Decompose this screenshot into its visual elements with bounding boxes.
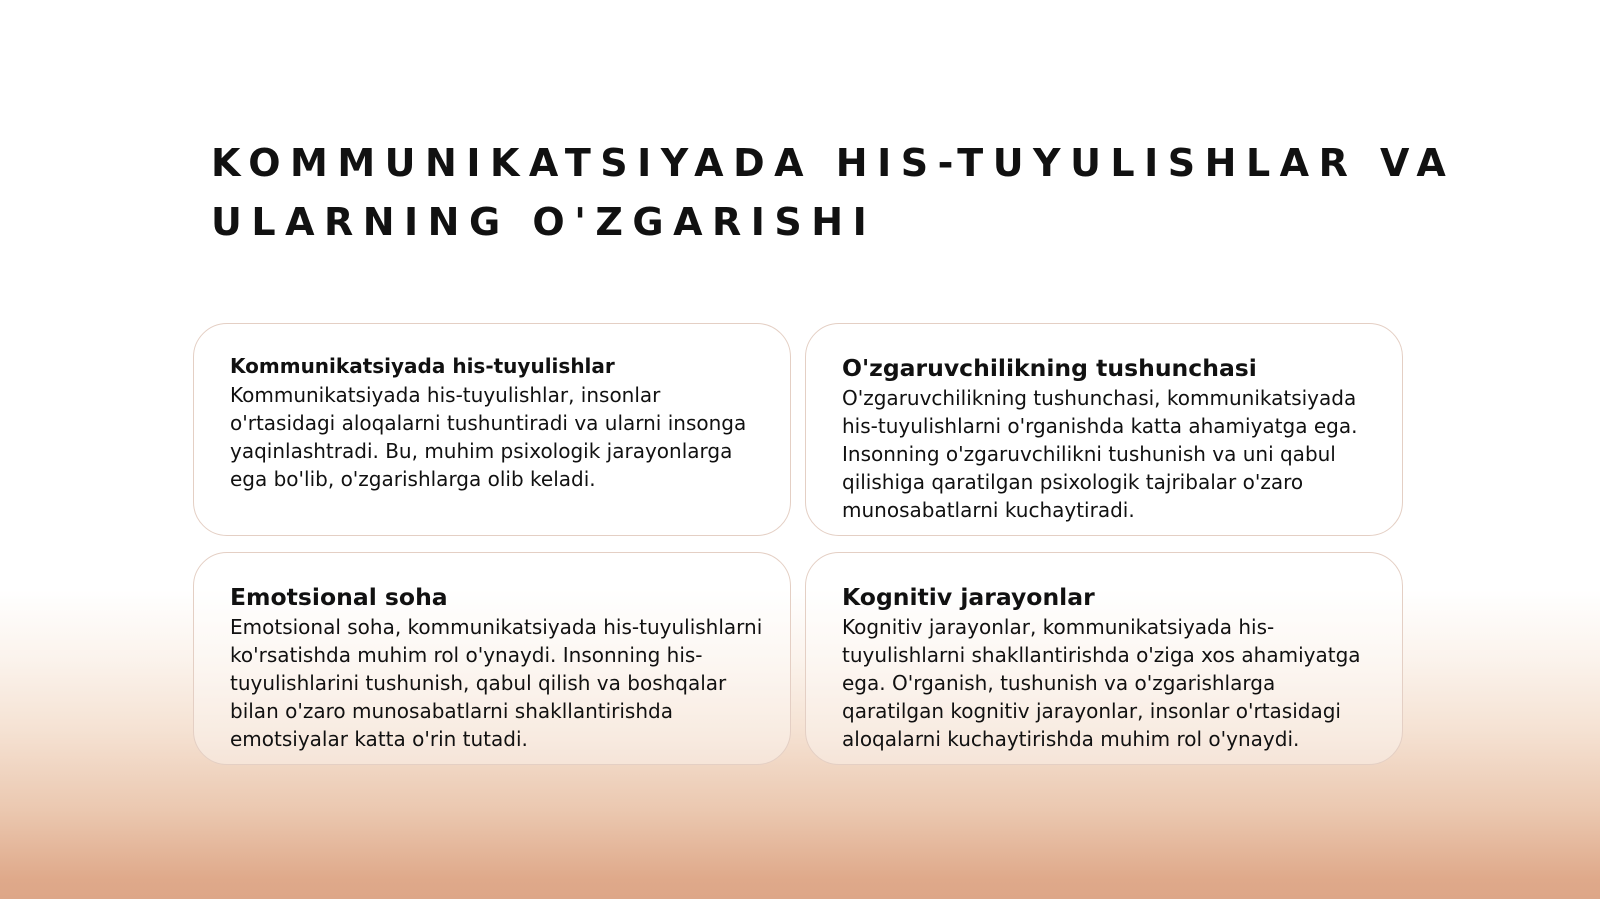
card-content: [230, 351, 770, 493]
card-emotsional-soha: [193, 552, 791, 765]
card-body: O'zgaruvchilikning tushunchasi, kommunikatsiyada his-tuyulishlarni o'rganishda katta ahamiyatga ega. Insonning o'zgaruvchilikni tushunish va uni qabul qilishiga qaratilgan psixologik tajribalar o'zaro munosabatlarni kuchaytiradi.: [842, 386, 1358, 522]
card-body: Kommunikatsiyada his-tuyulishlar, insonlar o'rtasidagi aloqalarni tushuntiradi va ularni insonga yaqinlashtradi. Bu, muhim psixologik jarayonlarga ega bo'lib, o'zgarishlarga olib keladi.: [230, 383, 747, 491]
card-heading: O'zgaruvchilikning tushunchasi: [842, 354, 1257, 382]
card-kognitiv-jarayonlar: [805, 552, 1403, 765]
card-body: Kognitiv jarayonlar, kommunikatsiyada his-tuyulishlarni shakllantirishda o'ziga xos ahamiyatga ega. O'rganish, tushunish va o'zgarishlarga qaratilgan kognitiv jarayonlar, insonlar o'rtasidagi aloqalarni kuchaytirishda muhim rol o'ynaydi.: [842, 615, 1361, 751]
card-content: [842, 352, 1382, 524]
card-heading: Emotsional soha: [230, 583, 448, 611]
card-content: [230, 581, 770, 753]
card-content: [842, 581, 1382, 753]
card-body: Emotsional soha, kommunikatsiyada his-tuyulishlarni ko'rsatishda muhim rol o'ynaydi. Insonning his-tuyulishlarini tushunish, qabul qilish va boshqalar bilan o'zaro munosabatlarni shakllantirishda emotsiyalar katta o'rin tutadi.: [230, 615, 763, 751]
card-kommunikatsiyada-his-tuyulishlar: [193, 323, 791, 536]
card-ozgaruvchilikning-tushunchasi: [805, 323, 1403, 536]
slide-title: KOMMUNIKATSIYADA HIS-TUYULISHLAR VA ULARNING O'ZGARISHI: [211, 141, 1456, 244]
card-heading: Kommunikatsiyada his-tuyulishlar: [230, 354, 615, 378]
card-heading: Kognitiv jarayonlar: [842, 583, 1095, 611]
